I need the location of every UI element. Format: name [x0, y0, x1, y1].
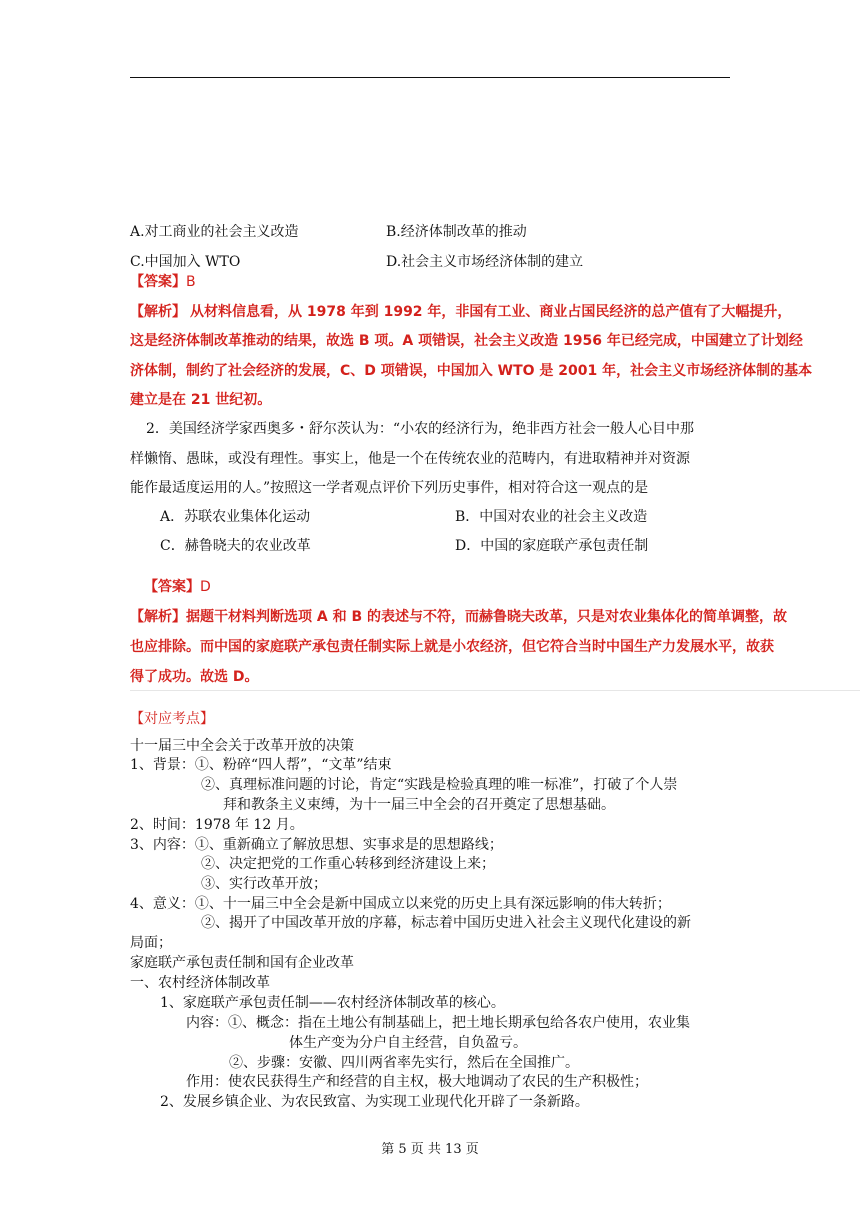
- q1-option-d: D.社会主义市场经济体制的建立: [386, 254, 584, 270]
- header-rule: [130, 77, 730, 78]
- q2-option-b: B．中国对农业的社会主义改造: [455, 509, 648, 525]
- q1-option-a: A.对工商业的社会主义改造: [130, 224, 299, 240]
- q2-answer-tag: 【答案】: [144, 579, 200, 595]
- q1-analysis-line-2: 这是经济体制改革推动的结果，故选 B 项。A 项错误，社会主义改造 1956 年已经完成，中国建立了计划经: [130, 333, 803, 349]
- q1-option-b: B.经济体制改革的推动: [386, 224, 527, 240]
- q2-analysis-line-1: [130, 607, 787, 627]
- points-line: ②、揭开了中国改革开放的序幕，标志着中国历史进入社会主义现代化建设的新: [201, 915, 691, 931]
- section-divider: [130, 690, 860, 691]
- q2-analysis-line-3: 得了成功。故选 D。: [130, 669, 259, 685]
- q1-analysis-text-1: 从材料信息看，从 1978 年到 1992 年，非国有工业、商业占国民经济的总产值有了大幅提升，: [190, 304, 792, 320]
- points-line: ②、步骤：安徽、四川两省率先实行，然后在全国推广。: [229, 1055, 579, 1071]
- q1-analysis-line-4: 建立是在 21 世纪初。: [130, 392, 272, 408]
- points-line: 3、内容：①、重新确立了解放思想、实事求是的思想路线；: [130, 837, 503, 853]
- q1-analysis-tag: 【解析】: [130, 304, 186, 320]
- q2-option-a: A．苏联农业集体化运动: [160, 509, 311, 525]
- points-line: 作用：使农民获得生产和经营的自主权，极大地调动了农民的生产积极性；: [186, 1074, 648, 1090]
- q1-answer-value: B: [186, 274, 196, 290]
- points-line: 2、时间：1978 年 12 月。: [130, 817, 304, 833]
- points-line: 体生产变为分户自主经营，自负盈亏。: [289, 1035, 527, 1051]
- q1-analysis-line-1: [130, 302, 791, 322]
- points-line: 内容：①、概念：指在土地公有制基础上，把土地长期承包给各农户使用，农业集: [186, 1015, 690, 1031]
- q1-answer: [130, 272, 196, 292]
- q2-stem-line-3: 能作最适度运用的人。”按照这一学者观点评价下列历史事件，相对符合这一观点的是: [130, 480, 649, 496]
- points-line: ③、实行改革开放；: [201, 876, 327, 892]
- points-line: 十一届三中全会关于改革开放的决策: [130, 738, 354, 754]
- points-line: 局面；: [130, 935, 172, 951]
- points-heading: 【对应考点】: [130, 711, 214, 727]
- points-line: 拜和教条主义束缚，为十一届三中全会的召开奠定了思想基础。: [223, 797, 615, 813]
- q2-analysis-tag: 【解析】: [130, 609, 186, 625]
- points-line: 1、背景：①、粉碎“四人帮”，“文革”结束: [130, 757, 392, 773]
- page-footer: 第 5 页 共 13 页: [381, 1142, 479, 1157]
- points-line: 一、农村经济体制改革: [130, 975, 270, 991]
- q2-option-c: C．赫鲁晓夫的农业改革: [160, 538, 311, 554]
- points-line: 家庭联产承包责任制和国有企业改革: [130, 955, 354, 971]
- q2-stem-line-2: 样懒惰、愚昧，或没有理性。事实上，他是一个在传统农业的范畴内，有进取精神并对资源: [130, 451, 690, 467]
- q2-option-d: D．中国的家庭联产承包责任制: [455, 538, 649, 554]
- points-line: ②、真理标准问题的讨论，肯定“实践是检验真理的唯一标准”，打破了个人崇: [201, 777, 678, 793]
- q2-answer: [144, 577, 211, 597]
- q2-analysis-text-1: 据题干材料判断选项 A 和 B 的表述与不符，而赫鲁晓夫改革，只是对农业集体化的简单调整，故: [186, 609, 787, 625]
- q2-stem-line-1: 2．美国经济学家西奥多・舒尔茨认为：“小农的经济行为，绝非西方社会一般人心目中那: [146, 421, 695, 437]
- q1-answer-tag: 【答案】: [130, 274, 186, 290]
- q2-analysis-line-2: 也应排除。而中国的家庭联产承包责任制实际上就是小农经济，但它符合当时中国生产力发展水平，故获: [130, 639, 774, 655]
- points-line: 1、家庭联产承包责任制——农村经济体制改革的核心。: [160, 995, 505, 1011]
- points-line: ②、决定把党的工作重心转移到经济建设上来；: [201, 856, 495, 872]
- q2-answer-value: D: [200, 579, 211, 595]
- q1-analysis-line-3: 济体制，制约了社会经济的发展，C、D 项错误，中国加入 WTO 是 2001 年，社会主义市场经济体制的基本: [130, 363, 813, 379]
- points-line: 4、意义：①、十一届三中全会是新中国成立以来党的历史上具有深远影响的伟大转折；: [130, 896, 671, 912]
- q1-option-c: C.中国加入 WTO: [130, 254, 241, 270]
- points-line: 2、发展乡镇企业、为农民致富、为实现工业现代化开辟了一条新路。: [160, 1094, 589, 1110]
